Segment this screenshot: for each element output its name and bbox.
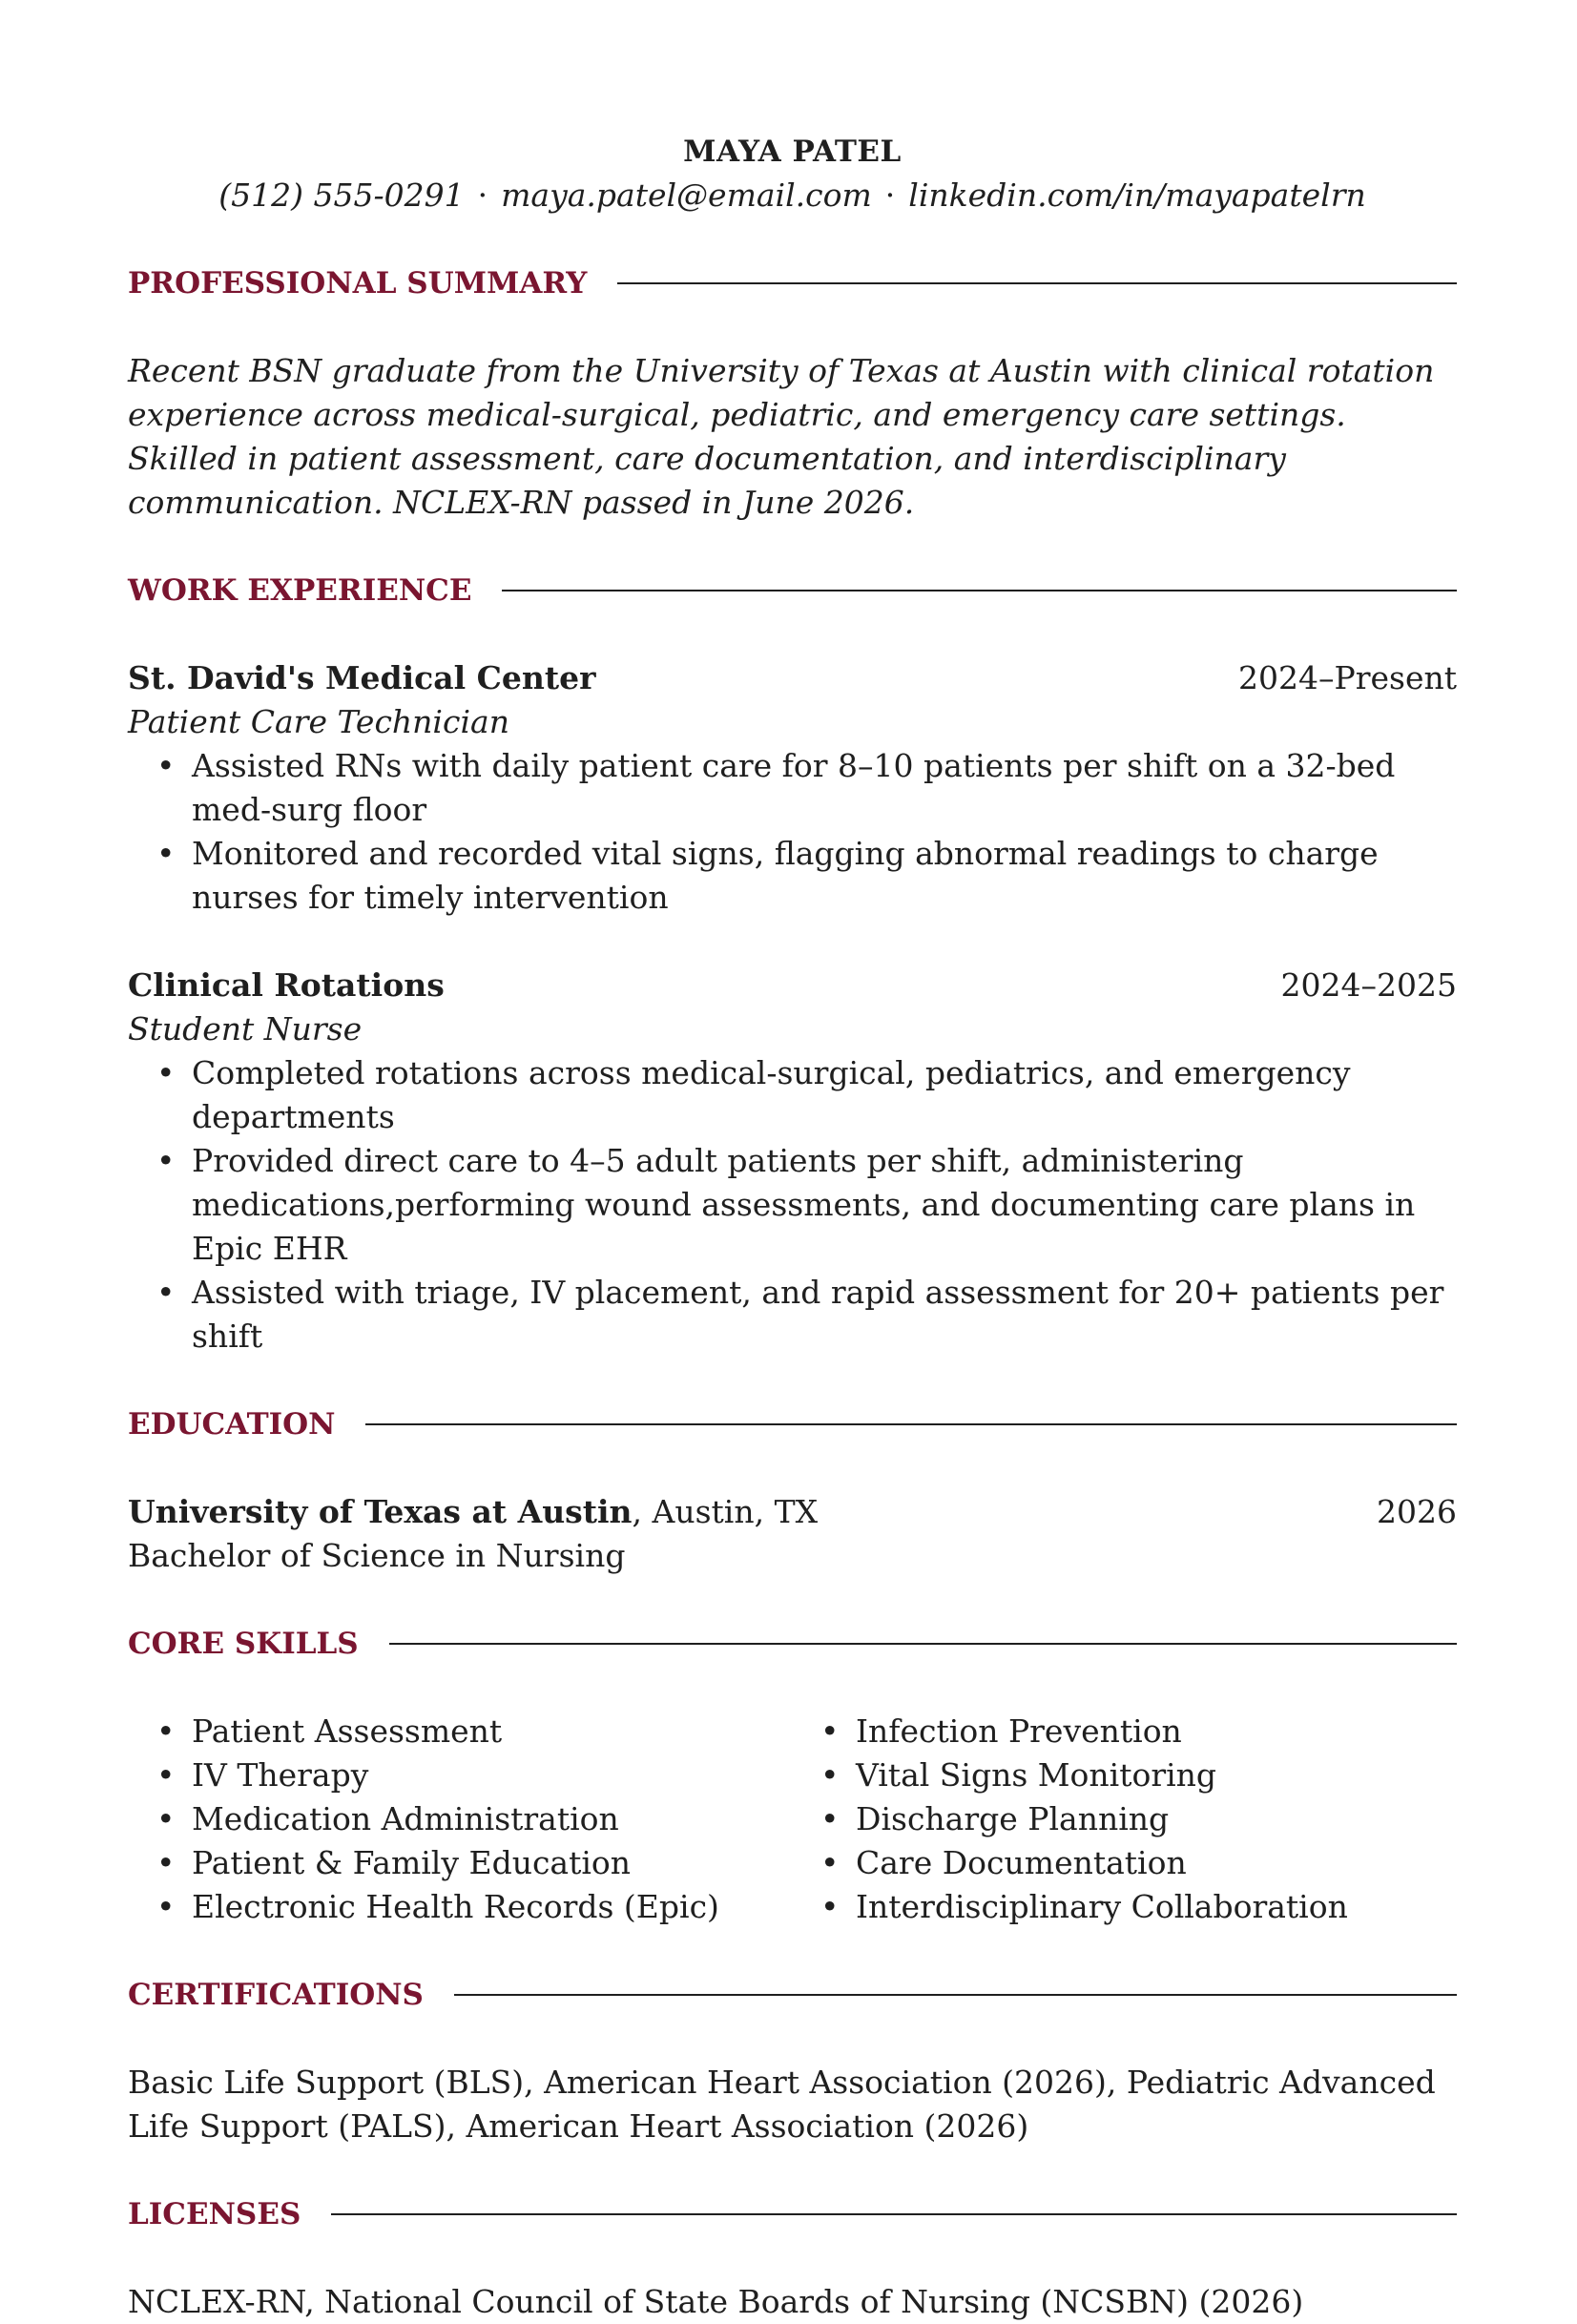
job-entry <box>128 964 1457 1359</box>
job-entry <box>128 656 1457 920</box>
job-role: Patient Care Technician <box>128 703 509 740</box>
summary-section <box>128 261 1457 525</box>
section-divider <box>617 282 1457 284</box>
section-divider <box>331 2213 1457 2215</box>
bullet-item: • Assisted RNs with daily patient care for 8–10 patients per shift on a 32-bed med-surg floor <box>128 744 1457 832</box>
section-title-education: EDUCATION <box>128 1407 336 1442</box>
degree-name: Bachelor of Science in Nursing <box>128 1537 626 1574</box>
section-divider <box>365 1423 1457 1425</box>
certifications-section <box>128 1973 1457 2148</box>
experience-section <box>128 569 1457 1359</box>
section-header <box>128 1622 1457 1666</box>
bullet-item: • Completed rotations across medical-surgical, pediatrics, and emergency departments <box>128 1051 1457 1139</box>
summary-text: Recent BSN graduate from the University of Texas at Austin with clinical rotation experience across medical-surgical, pediatric, and emergency care settings. Skilled in patient assessment, care documentation, and interdisciplinary communication. NCLEX-RN passed in June 2026. <box>128 352 1435 521</box>
education-header <box>128 1490 1457 1534</box>
section-header <box>128 1402 1457 1446</box>
candidate-name: MAYA PATEL <box>683 135 902 169</box>
education-institution <box>128 1490 818 1534</box>
skills-section <box>128 1622 1457 1929</box>
contact-line <box>128 174 1457 218</box>
section-title-summary: PROFESSIONAL SUMMARY <box>128 266 588 301</box>
skills-column-left <box>128 1710 792 1929</box>
skills-grid <box>128 1710 1457 1929</box>
resume-header <box>128 130 1457 218</box>
licenses-text: NCLEX-RN, National Council of State Boards of Nursing (NCSBN) (2026) <box>128 2283 1304 2320</box>
linkedin-url: linkedin.com/in/mayapatelrn <box>908 176 1366 214</box>
job-bullets <box>128 744 1457 920</box>
skill-item: • Patient Assessment <box>128 1710 792 1753</box>
section-header <box>128 1973 1457 2017</box>
education-section <box>128 1402 1457 1578</box>
skill-item: • Vital Signs Monitoring <box>792 1753 1457 1797</box>
skill-item: • Discharge Planning <box>792 1797 1457 1841</box>
section-header <box>128 261 1457 305</box>
skill-item: • Interdisciplinary Collaboration <box>792 1885 1457 1929</box>
skill-item: • Infection Prevention <box>792 1710 1457 1753</box>
section-title-experience: WORK EXPERIENCE <box>128 573 472 608</box>
skill-item: • Care Documentation <box>792 1841 1457 1885</box>
skill-item: • Medication Administration <box>128 1797 792 1841</box>
job-dates: 2024–2025 <box>1280 966 1457 1004</box>
job-organization: Clinical Rotations <box>128 966 445 1004</box>
section-header <box>128 569 1457 612</box>
certifications-text: Basic Life Support (BLS), American Heart Association (2026), Pediatric Advanced Life Support (PALS), American Heart Association (2026) <box>128 2064 1436 2145</box>
phone-number: (512) 555-0291 <box>218 176 465 214</box>
contact-separator: · <box>884 176 896 214</box>
school-location: , Austin, TX <box>632 1493 819 1530</box>
skill-item: • Electronic Health Records (Epic) <box>128 1885 792 1929</box>
section-title-licenses: LICENSES <box>128 2197 301 2231</box>
section-title-certifications: CERTIFICATIONS <box>128 1978 424 2012</box>
job-header <box>128 656 1457 700</box>
job-organization: St. David's Medical Center <box>128 659 596 696</box>
section-title-skills: CORE SKILLS <box>128 1627 359 1661</box>
section-divider <box>502 590 1457 591</box>
bullet-item: • Assisted with triage, IV placement, and rapid assessment for 20+ patients per shift <box>128 1271 1457 1359</box>
email-address: maya.patel@email.com <box>501 176 872 214</box>
job-dates: 2024–Present <box>1238 659 1457 696</box>
section-divider <box>389 1643 1457 1645</box>
contact-separator: · <box>477 176 488 214</box>
skills-column-right <box>792 1710 1457 1929</box>
licenses-section <box>128 2192 1457 2324</box>
section-header <box>128 2192 1457 2236</box>
bullet-item: • Provided direct care to 4–5 adult patients per shift, administering medications,performing wound assessments, and documenting care plans in Epic EHR <box>128 1139 1457 1271</box>
school-name: University of Texas at Austin <box>128 1493 633 1530</box>
graduation-year: 2026 <box>1377 1493 1457 1530</box>
skill-item: • Patient & Family Education <box>128 1841 792 1885</box>
section-divider <box>454 1994 1457 1996</box>
job-bullets <box>128 1051 1457 1359</box>
skill-item: • IV Therapy <box>128 1753 792 1797</box>
bullet-item: • Monitored and recorded vital signs, flagging abnormal readings to charge nurses for timely intervention <box>128 832 1457 920</box>
job-role: Student Nurse <box>128 1010 363 1048</box>
job-header <box>128 964 1457 1007</box>
